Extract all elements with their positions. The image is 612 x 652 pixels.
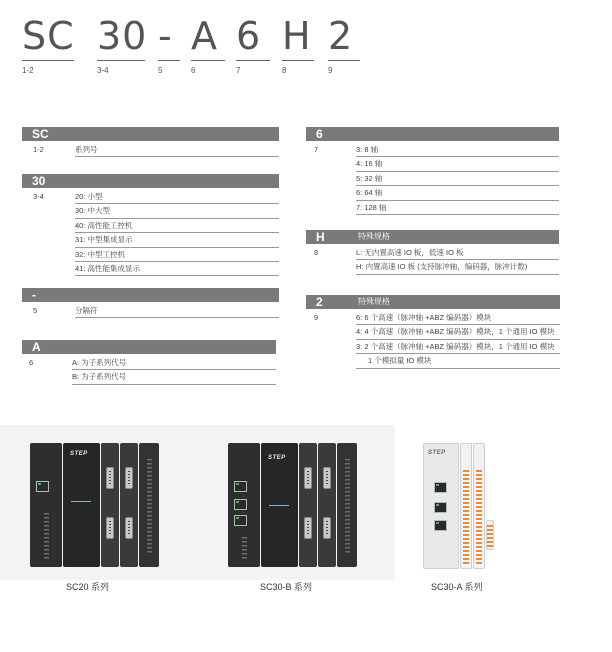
code-underline <box>97 60 145 61</box>
table-row: 30: 中大型 <box>75 204 279 218</box>
table-header <box>22 340 276 354</box>
code-underline <box>22 60 74 61</box>
product-caption: SC30-A 系列 <box>431 582 483 592</box>
ethernet-port-icon <box>434 502 447 513</box>
table-row: 4: 4 个高速（脉冲轴 +ABZ 编码器）模块，1 个通用 IO 模块 <box>356 325 560 339</box>
table-row: 分隔符 <box>75 304 279 318</box>
code-index: 7 <box>236 66 241 75</box>
dsub-connector-icon <box>106 517 114 539</box>
ethernet-port-icon <box>234 515 247 526</box>
table-row: 41: 高性能集成显示 <box>75 262 279 276</box>
table-row: 1 个模拟量 IO 模块 <box>356 354 560 368</box>
terminal-strip-icon <box>463 470 469 566</box>
table-code: A <box>32 340 41 354</box>
table-row: 5: 32 轴 <box>356 172 559 186</box>
brand-logo: STEP <box>268 455 286 461</box>
table-index: 3-4 <box>33 192 44 201</box>
code-letter: 6 <box>236 14 262 58</box>
table-row: 6: 6 个高速（脉冲轴 +ABZ 编码器）模块 <box>356 311 560 325</box>
table-code: 6 <box>316 127 323 141</box>
table-rows <box>75 143 279 157</box>
table-title: 特殊规格 <box>358 297 390 306</box>
code-index: 9 <box>328 66 333 75</box>
code-seg-subseries <box>191 14 218 75</box>
table-row: 3: 8 轴 <box>356 143 559 157</box>
code-index: 5 <box>158 66 163 75</box>
table-code: 2 <box>316 295 323 309</box>
table-index: 1-2 <box>33 145 44 154</box>
brand-logo: STEP <box>428 450 446 456</box>
code-index: 1-2 <box>22 66 34 75</box>
table-row: 7: 128 轴 <box>356 201 559 215</box>
dsub-connector-icon <box>323 467 331 489</box>
table-header <box>22 288 279 302</box>
code-index: 8 <box>282 66 287 75</box>
io-terminal-module <box>473 443 485 569</box>
ethernet-port-icon <box>234 481 247 492</box>
code-letter: 2 <box>328 14 354 58</box>
table-title: 特殊规格 <box>358 232 390 241</box>
table-index: 6 <box>29 358 34 367</box>
table-rows <box>356 143 559 215</box>
table-code: 30 <box>32 174 46 188</box>
table-spec <box>306 230 559 272</box>
table-row: 31: 中型集成显示 <box>75 233 279 247</box>
terminal-strip-icon <box>487 525 493 547</box>
table-series <box>22 127 279 154</box>
code-seg-spec2 <box>328 14 354 75</box>
ethernet-port-icon <box>36 481 49 492</box>
table-index: 7 <box>314 145 319 154</box>
product-sc30a <box>410 425 610 590</box>
table-header <box>306 295 560 309</box>
io-terminal-module <box>139 443 159 567</box>
io-module <box>299 443 317 567</box>
ethernet-port-icon <box>434 520 447 531</box>
table-row: 3: 2 个高速（脉冲轴 +ABZ 编码器）模块，1 个通用 IO 模块 <box>356 340 560 354</box>
cpu-main-module <box>63 443 100 567</box>
table-code: H <box>316 230 325 244</box>
table-row: 6: 64 轴 <box>356 186 559 200</box>
status-light-icon <box>269 505 289 506</box>
ethernet-port-icon <box>434 482 447 493</box>
code-underline <box>158 60 180 61</box>
table-row: H: 内置高速 IO 板 (支持脉冲轴，编码器，脉冲计数) <box>356 260 559 274</box>
table-axes <box>306 127 559 212</box>
io-module <box>101 443 119 567</box>
cpu-main-module <box>261 443 298 567</box>
table-index: 9 <box>314 313 319 322</box>
ethernet-port-icon <box>234 499 247 510</box>
led-column-icon <box>242 537 247 559</box>
table-row: 4: 16 轴 <box>356 157 559 171</box>
table-code: - <box>32 288 36 302</box>
table-rows <box>356 311 560 369</box>
code-index: 3-4 <box>97 66 109 75</box>
dsub-connector-icon <box>323 517 331 539</box>
io-module <box>318 443 336 567</box>
code-letter: H <box>282 14 312 58</box>
dsub-connector-icon <box>304 467 312 489</box>
table-header <box>22 174 279 188</box>
code-underline <box>282 60 314 61</box>
table-row: 32: 中型工控机 <box>75 248 279 262</box>
code-seg-separator <box>158 14 173 75</box>
code-letter: SC <box>22 14 75 58</box>
table-rows <box>75 304 279 318</box>
product-sc20 <box>0 425 210 590</box>
table-header <box>306 127 559 141</box>
table-rows <box>75 190 279 276</box>
table-code: SC <box>32 127 49 141</box>
io-terminal-module <box>460 443 472 569</box>
table-size <box>22 174 279 273</box>
table-header <box>22 127 279 141</box>
product-caption: SC30-B 系列 <box>260 582 313 592</box>
code-letter: A <box>191 14 218 58</box>
table-rows <box>72 356 276 385</box>
io-terminal-module <box>337 443 357 567</box>
table-rows <box>356 246 559 275</box>
code-letter: 30 <box>97 14 148 58</box>
code-seg-series <box>22 14 75 75</box>
cpu-side-module <box>228 443 260 567</box>
dsub-connector-icon <box>125 517 133 539</box>
end-cap-module <box>486 520 494 550</box>
io-module <box>120 443 138 567</box>
code-seg-axes <box>236 14 262 75</box>
status-light-icon <box>71 501 91 502</box>
table-row: B: 为子系列代号 <box>72 370 276 384</box>
code-underline <box>236 60 270 61</box>
code-seg-spec <box>282 14 312 75</box>
code-underline <box>191 60 225 61</box>
dsub-connector-icon <box>304 517 312 539</box>
dsub-connector-icon <box>106 467 114 489</box>
table-row: 40: 高性能工控机 <box>75 219 279 233</box>
table-subseries <box>22 340 276 382</box>
brand-logo: STEP <box>70 451 88 457</box>
table-spec2 <box>306 295 560 366</box>
led-column-icon <box>44 513 49 559</box>
cpu-main-module <box>423 443 459 569</box>
table-separator <box>22 288 279 315</box>
table-header <box>306 230 559 244</box>
table-index: 8 <box>314 248 319 257</box>
table-row: A: 为子系列代号 <box>72 356 276 370</box>
terminal-strip-icon <box>476 470 482 566</box>
dsub-connector-icon <box>125 467 133 489</box>
code-index: 6 <box>191 66 196 75</box>
code-letter: - <box>158 14 173 58</box>
table-row: L: 无内置高速 IO 板，低速 IO 板 <box>356 246 559 260</box>
terminal-strip-icon <box>147 459 152 555</box>
product-sc30b <box>210 425 410 590</box>
table-row: 系列号 <box>75 143 279 157</box>
product-caption: SC20 系列 <box>66 582 110 592</box>
table-index: 5 <box>33 306 38 315</box>
cpu-side-module <box>30 443 62 567</box>
code-seg-size <box>97 14 148 75</box>
table-row: 20: 小型 <box>75 190 279 204</box>
code-underline <box>328 60 360 61</box>
terminal-strip-icon <box>345 459 350 555</box>
